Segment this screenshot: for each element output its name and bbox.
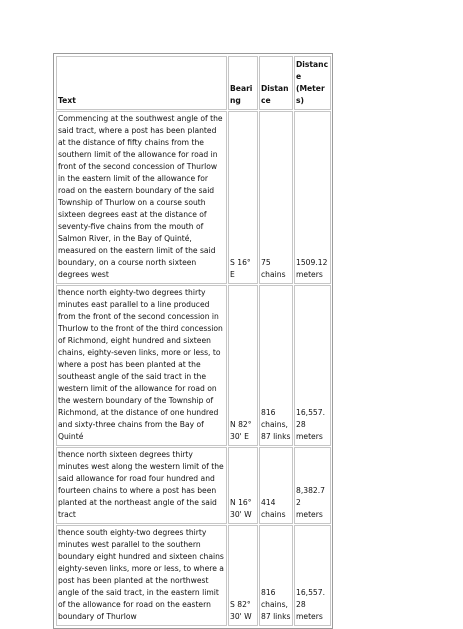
survey-table-frame bbox=[53, 53, 333, 629]
row-text: thence north sixteen degrees thirty minutes west along the western limit of the said allowance for road four hundred and fourteen chains to where a post has been planted at the northeast angle of the said tract bbox=[56, 447, 227, 524]
row-bearing: S 82° 30' W bbox=[228, 525, 258, 626]
header-bearing: Bearing bbox=[228, 56, 258, 110]
row-meters: 8,382.72 meters bbox=[294, 447, 331, 524]
row-bearing: N 82° 30' E bbox=[228, 285, 258, 446]
row-text: thence south eighty-two degrees thirty minutes west parallel to the southern boundary eight hundred and sixteen chains eighty-seven links, more or less, to where a post has been planted at the northwest angle of the said tract, in the eastern limit of the allowance for road on the eastern boundary of Thurlow bbox=[56, 525, 227, 626]
row-text: thence north eighty-two degrees thirty minutes east parallel to a line produced from the front of the second concession in Thurlow to the front of the third concession of Richmond, eight hundred and sixteen chains, eighty-seven links, more or less, to where a post has been planted at the southeast angle of the said tract in the western limit of the allowance for road on the western boundary of the Township of Richmond, at the distance of one hundred and sixty-three chains from the Bay of Quinté bbox=[56, 285, 227, 446]
header-distance: Distance bbox=[259, 56, 293, 110]
row-distance: 816 chains, 87 links bbox=[259, 525, 293, 626]
header-row bbox=[56, 56, 331, 110]
row-bearing: S 16° E bbox=[228, 111, 258, 284]
row-meters: 16,557.28 meters bbox=[294, 525, 331, 626]
table-row bbox=[56, 285, 331, 446]
table-row bbox=[56, 111, 331, 284]
row-distance: 414 chains bbox=[259, 447, 293, 524]
table-row bbox=[56, 447, 331, 524]
row-distance: 816 chains, 87 links bbox=[259, 285, 293, 446]
row-bearing: N 16° 30' W bbox=[228, 447, 258, 524]
header-distance-meters: Distance (Meters) bbox=[294, 56, 331, 110]
row-meters: 16,557.28 meters bbox=[294, 285, 331, 446]
header-text: Text bbox=[56, 56, 227, 110]
row-meters: 1509.12 meters bbox=[294, 111, 331, 284]
row-distance: 75 chains bbox=[259, 111, 293, 284]
row-text: Commencing at the southwest angle of the said tract, where a post has been planted at the distance of fifty chains from the southern limit of the allowance for road in front of the second concession of Thurlow in the eastern limit of the allowance for road on the eastern boundary of the said Township of Thurlow on a course south sixteen degrees east at the distance of seventy-five chains from the mouth of Salmon River, in the Bay of Quinté, measured on the eastern limit of the said boundary, on a course north sixteen degrees west bbox=[56, 111, 227, 284]
table-row bbox=[56, 525, 331, 626]
survey-table bbox=[55, 55, 332, 627]
